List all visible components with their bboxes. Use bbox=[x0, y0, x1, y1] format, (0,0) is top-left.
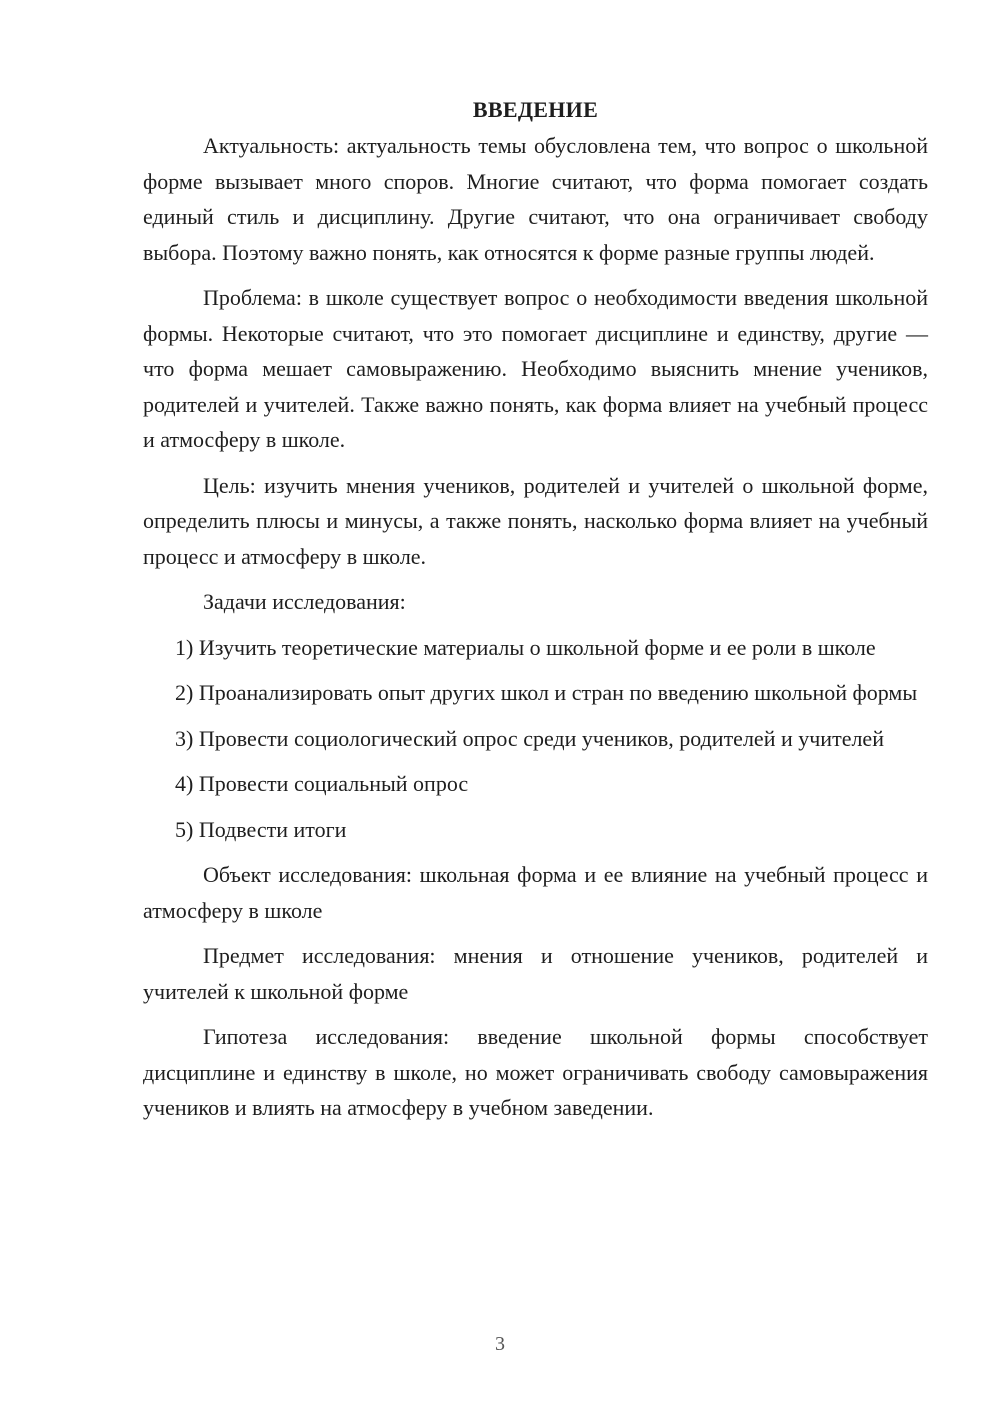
document-page bbox=[143, 92, 928, 1136]
task-item: 4) Провести социальный опрос bbox=[175, 771, 469, 796]
task-item: 3) Провести социологический опрос среди учеников, родителей и учителей bbox=[175, 725, 884, 751]
paragraph-goal: Цель: изучить мнения учеников, родителей и учителей о школьной форме, определить плюсы и минусы, а также понять, насколько форма влияет на учебный процесс и атмосферу в школе. bbox=[143, 472, 928, 569]
task-item: 2) Проанализировать опыт других школ и стран по введению школьной формы bbox=[175, 680, 918, 705]
document-title: ВВЕДЕНИЕ bbox=[472, 97, 599, 122]
page-number: 3 bbox=[495, 1333, 505, 1355]
task-item: 1) Изучить теоретические материалы о школьной форме и ее роли в школе bbox=[175, 634, 876, 660]
paragraph-subject: Предмет исследования: мнения и отношение учеников, родителей и учителей к школьной форме bbox=[143, 943, 928, 1004]
task-item: 5) Подвести итоги bbox=[175, 816, 347, 842]
paragraph-problem: Проблема: в школе существует вопрос о необходимости введения школьной формы. Некоторые считают, что это помогает дисциплине и единству, другие — что форма мешает самовыражению. Необходимо выяснить мнение учеников, родителей и учителей. Также важно понять, как форма влияет на учебный процесс и атмосферу в школе. bbox=[143, 285, 928, 452]
tasks-heading: Задачи исследования: bbox=[203, 589, 406, 614]
paragraph-object: Объект исследования: школьная форма и ее влияние на учебный процесс и атмосферу в школе bbox=[143, 862, 928, 923]
paragraph-relevance: Актуальность: актуальность темы обусловлена тем, что вопрос о школьной форме вызывает много споров. Многие считают, что форма помогает создать единый стиль и дисциплину. Другие считают, что она ограничивает свободу выбора. Поэтому важно понять, как относятся к форме разные группы людей. bbox=[143, 133, 928, 265]
paragraph-hypothesis: Гипотеза исследования: введение школьной формы способствует дисциплине и единству в школе, но может ограничивать свободу самовыражения учеников и влиять на атмосферу в учебном заведении. bbox=[143, 1024, 928, 1120]
